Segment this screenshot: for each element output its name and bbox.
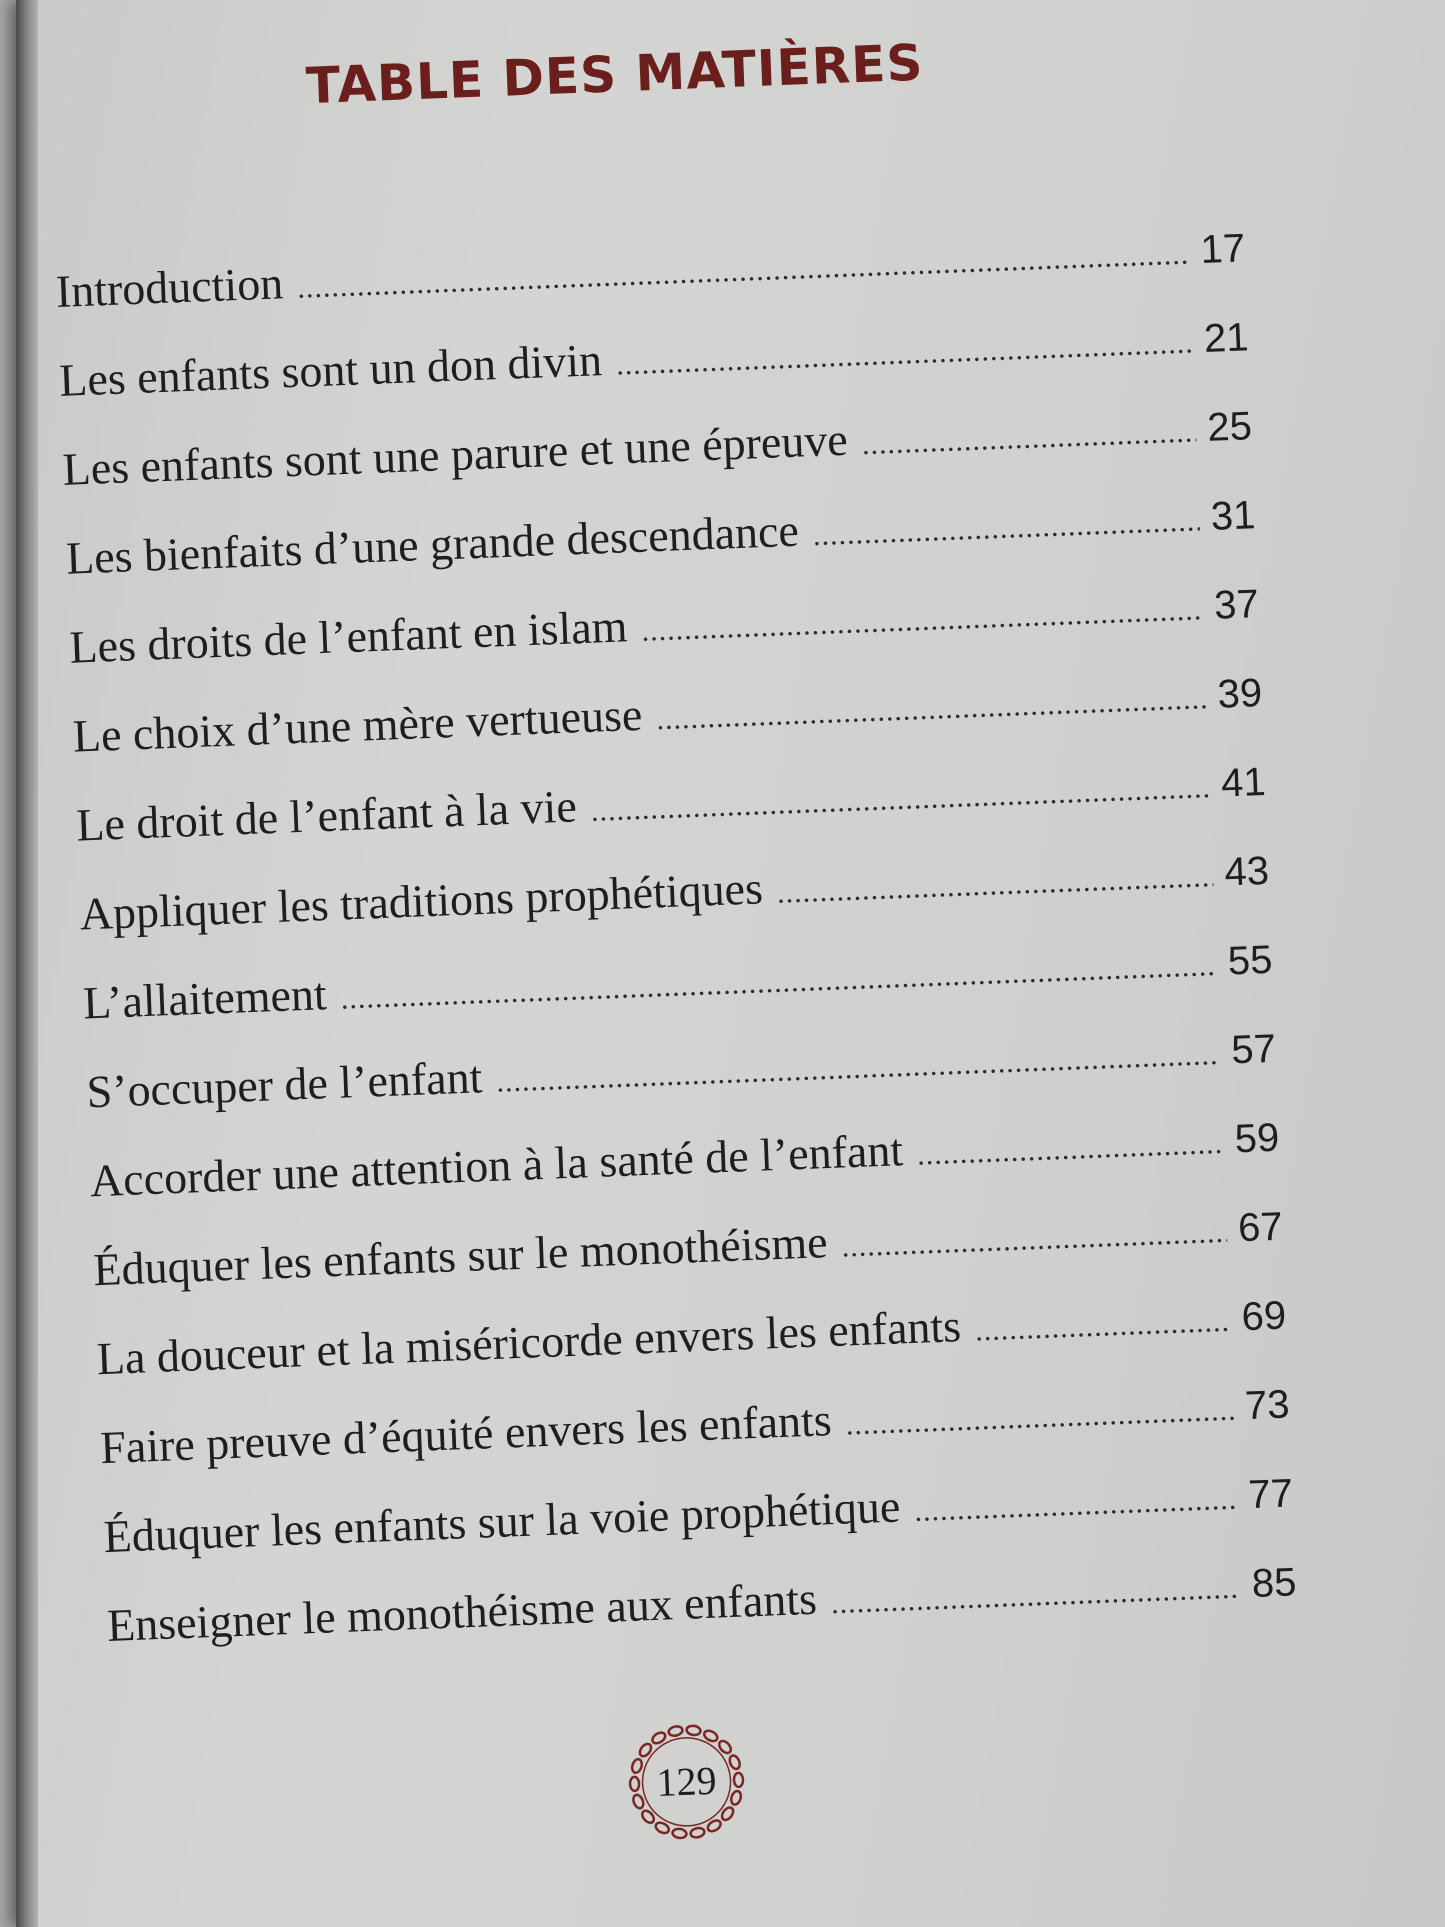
toc-entry-page: 43 bbox=[1223, 848, 1270, 895]
toc-entry-label: Les enfants sont un don divin bbox=[58, 334, 603, 406]
dot-leader bbox=[914, 1483, 1237, 1529]
dot-leader bbox=[845, 1394, 1234, 1443]
toc-entry-label: Éduquer les enfants sur la voie prophétique bbox=[102, 1480, 902, 1563]
toc-entry-label: Éduquer les enfants sur le monothéisme bbox=[92, 1216, 829, 1296]
toc-entry-label: L’allaitement bbox=[82, 968, 328, 1029]
toc-entry-page: 57 bbox=[1230, 1026, 1277, 1073]
dot-leader bbox=[841, 1216, 1227, 1265]
dot-leader bbox=[297, 237, 1190, 305]
page-number: 129 bbox=[655, 1757, 718, 1806]
toc-entry-page: 67 bbox=[1237, 1204, 1284, 1251]
toc-entry-page: 59 bbox=[1233, 1115, 1281, 1162]
toc-entry-page: 21 bbox=[1203, 315, 1250, 361]
toc-entry-page: 37 bbox=[1213, 582, 1260, 628]
toc-entry-label: Accorder une attention à la santé de l’enfant bbox=[89, 1124, 904, 1207]
toc-entry-page: 39 bbox=[1216, 671, 1263, 717]
dot-leader bbox=[974, 1305, 1230, 1349]
page-title: TABLE DES MATIÈRES bbox=[305, 33, 925, 116]
toc-entry-label: Enseigner le monothéisme aux enfants bbox=[106, 1572, 818, 1651]
toc-entry-label: Appliquer les traditions prophétiques bbox=[78, 862, 764, 940]
dot-leader bbox=[776, 860, 1213, 911]
toc-entry-label: Les droits de l’enfant en islam bbox=[68, 600, 629, 673]
dot-leader bbox=[861, 415, 1196, 462]
toc-entry-label: Les bienfaits d’une grande descendance bbox=[65, 504, 800, 584]
toc-entry-page: 55 bbox=[1227, 937, 1274, 984]
toc-entry-label: Introduction bbox=[54, 257, 285, 317]
toc-entry-page: 69 bbox=[1240, 1293, 1287, 1340]
toc-entry-page: 31 bbox=[1210, 493, 1257, 539]
dot-leader bbox=[641, 593, 1203, 649]
toc-entry-label: Le droit de l’enfant à la vie bbox=[75, 780, 578, 851]
toc-entry-label: Le choix d’une mère vertueuse bbox=[71, 688, 644, 762]
toc-entry-label: Faire preuve d’équité envers les enfants bbox=[99, 1394, 833, 1474]
dot-leader bbox=[812, 504, 1199, 553]
toc-entry-page: 41 bbox=[1220, 759, 1267, 806]
page-number-ornament bbox=[619, 1714, 754, 1849]
toc-entry-page: 73 bbox=[1244, 1382, 1291, 1429]
toc-entry-page: 17 bbox=[1199, 226, 1246, 273]
toc-entry-page: 25 bbox=[1206, 404, 1253, 450]
toc-entry-page: 77 bbox=[1247, 1471, 1294, 1518]
dot-leader bbox=[590, 771, 1210, 829]
dot-leader bbox=[656, 682, 1207, 737]
toc-entry-label: Les enfants sont une parure et une épreuve bbox=[61, 413, 849, 495]
toc-entry-page: 85 bbox=[1251, 1560, 1298, 1607]
dot-leader bbox=[830, 1572, 1240, 1622]
dot-leader bbox=[917, 1127, 1224, 1173]
dot-leader bbox=[496, 1038, 1220, 1100]
dot-leader bbox=[615, 326, 1192, 382]
table-of-contents bbox=[55, 219, 1299, 1688]
toc-entry-label: S’occuper de l’enfant bbox=[85, 1051, 484, 1118]
toc-entry-label: La douceur et la miséricorde envers les enfants bbox=[95, 1300, 962, 1385]
